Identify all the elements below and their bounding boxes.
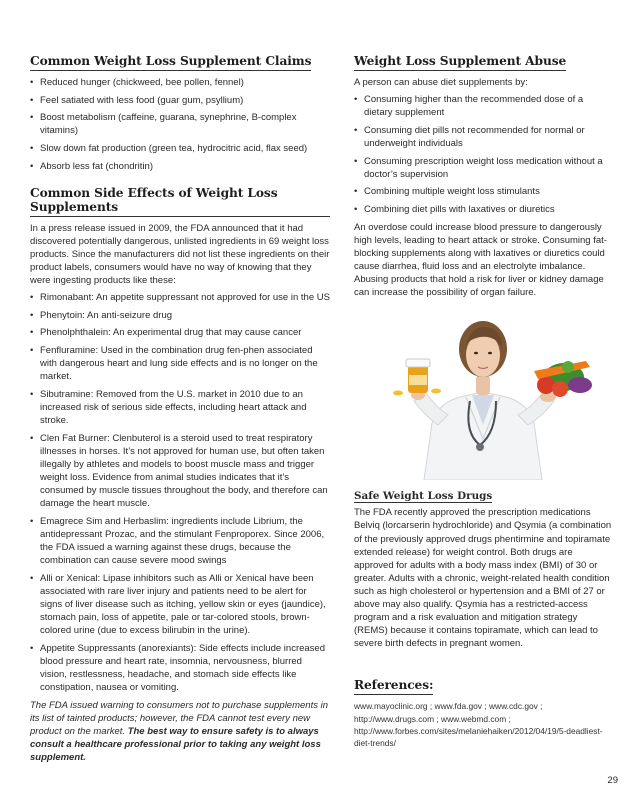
list-item: • Combining multiple weight loss stimulants — [354, 185, 612, 198]
list-item: • Combining diet pills with laxatives or diuretics — [354, 203, 612, 216]
claims-list — [30, 76, 330, 173]
list-item: • Consuming diet pills not recommended for normal or underweight individuals — [354, 124, 612, 150]
doctor-illustration — [354, 305, 612, 480]
page-number: 29 — [607, 775, 618, 786]
list-item: • Phenolphthalein: An experimental drug that may cause cancer — [30, 326, 330, 339]
references-heading: References: — [354, 678, 433, 695]
abuse-closing: An overdose could increase blood pressure to dangerously high levels, leading to heart attack or stroke. Consuming fat-blocking supplements along with laxatives or diuretics could cause diarrhea, fluid loss and an electrolyte imbalance. Abusing products that hold a risk for liver or kidney damage can increase the possibility of organ failure. — [354, 221, 607, 299]
list-item: • Consuming prescription weight loss medication without a doctor’s supervision — [354, 155, 612, 181]
claims-heading: Common Weight Loss Supplement Claims — [30, 54, 311, 71]
doctor-photo — [354, 305, 612, 480]
list-item: • Feel satiated with less food (guar gum, psyllium) — [30, 94, 330, 107]
abuse-intro: A person can abuse diet supplements by: — [354, 77, 528, 88]
abuse-list — [354, 93, 612, 216]
left-column — [30, 52, 330, 764]
list-item: • Slow down fat production (green tea, hydrocitric acid, flax seed) — [30, 142, 330, 155]
safe-drugs-body: The FDA recently approved the prescription medications Belviq (lorcarserin hydrochloride) and Qsymia (a combination of the previously approved drugs phentirmine and topiramate extended release) for weight control. Both drugs are approved for adults with a body mass index (BMI) of 30 or greater. Adults with a chronic, weight-related health condition such as high cholesterol or hypertension and a BMI of 27 or above may also qualify. Qsymia has a restricted-access program and a risk evaluation and mitigation strategy (REMS) because it contains topiramate, which can lead to severe birth defects in pregnant women. — [354, 507, 612, 650]
list-item: • Fenfluramine: Used in the combination drug fen-phen associated with dangerous heart and lung side effects and is no longer on the market. — [30, 344, 330, 383]
list-item: • Alli or Xenical: Lipase inhibitors such as Alli or Xenical have been associated with rare liver injury and patients need to be alert for signs of liver disease such as itching, yellow skin or eyes (jaundice), stomach pain, loss of appetite, pale or tar-colored stools, brown-colored urine (due to excess bilirubin in the urine). — [30, 572, 330, 637]
fda-warning-text: The FDA issued warning to consumers not to purchase supplements in its list of tainted products; however, the FDA cannot test every new product on the market. — [30, 699, 328, 738]
side-effects-intro: In a press release issued in 2009, the FDA announced that it had discovered potentially dangerous, unlisted ingredients in 69 weight loss products. Since the manufacturers did not list these ingredients on their product labels, consumers would have no way of knowing that they were ingesting products like these: — [30, 222, 330, 286]
fda-warning-note — [30, 699, 330, 764]
list-item: • Boost metabolism (caffeine, guarana, synephrine, B-complex vitamins) — [30, 111, 330, 137]
list-item: • Reduced hunger (chickweed, bee pollen, fennel) — [30, 76, 330, 89]
list-item: • Rimonabant: An appetite suppressant not approved for use in the US — [30, 291, 330, 304]
list-item: • Clen Fat Burner: Clenbuterol is a steroid used to treat respiratory illnesses in horses. It’s not approved for human use, but often taken illegally by athletes and models to boost muscle mass and trigger weight loss. Evidence from animal studies indicates that it’s consumed by muscle tissues throughout the body, and therefore can damage the heart muscle. — [30, 432, 330, 511]
list-item: • Absorb less fat (chondritin) — [30, 160, 330, 173]
list-item: • Sibutramine: Removed from the U.S. market in 2010 due to an increased risk of serious side effects, including heart attack and stroke. — [30, 388, 330, 427]
references-text: www.mayoclinic.org ; www.fda.gov ; www.cdc.gov ; http://www.drugs.com ; www.webmd.com ; http://www.forbes.com/sites/melaniehaiken/2012/04/19/5-deadliest-diet-trends/ — [354, 701, 603, 749]
list-item: • Consuming higher than the recommended dose of a dietary supplement — [354, 93, 612, 119]
safe-drugs-heading: Safe Weight Loss Drugs — [354, 490, 493, 503]
side-effects-list — [30, 291, 330, 694]
right-column — [354, 52, 612, 750]
abuse-heading: Weight Loss Supplement Abuse — [354, 54, 566, 71]
list-item: • Appetite Suppressants (anorexiants): Side effects include increased blood pressure and heart rate, insomnia, nervousness, blurred vision, restlessness, headache, and stomach side effects like constipation, nausea or vomiting. — [30, 642, 330, 694]
fda-warning-bold: The best way to ensure safety is to always consult a healthcare professional prior to taking any weight loss supplement. — [30, 726, 321, 764]
list-item: • Emagrece Sim and Herbaslim: ingredients include Librium, the antidepressant Prozac, and the stimulant Fenproporex. Since 2006, the FDA issued a warning against these drugs, because the combination can cause severe mood swings — [30, 515, 330, 567]
list-item: • Phenytoin: An anti-seizure drug — [30, 309, 330, 322]
side-effects-heading: Common Side Effects of Weight Loss Supplements — [30, 186, 330, 217]
